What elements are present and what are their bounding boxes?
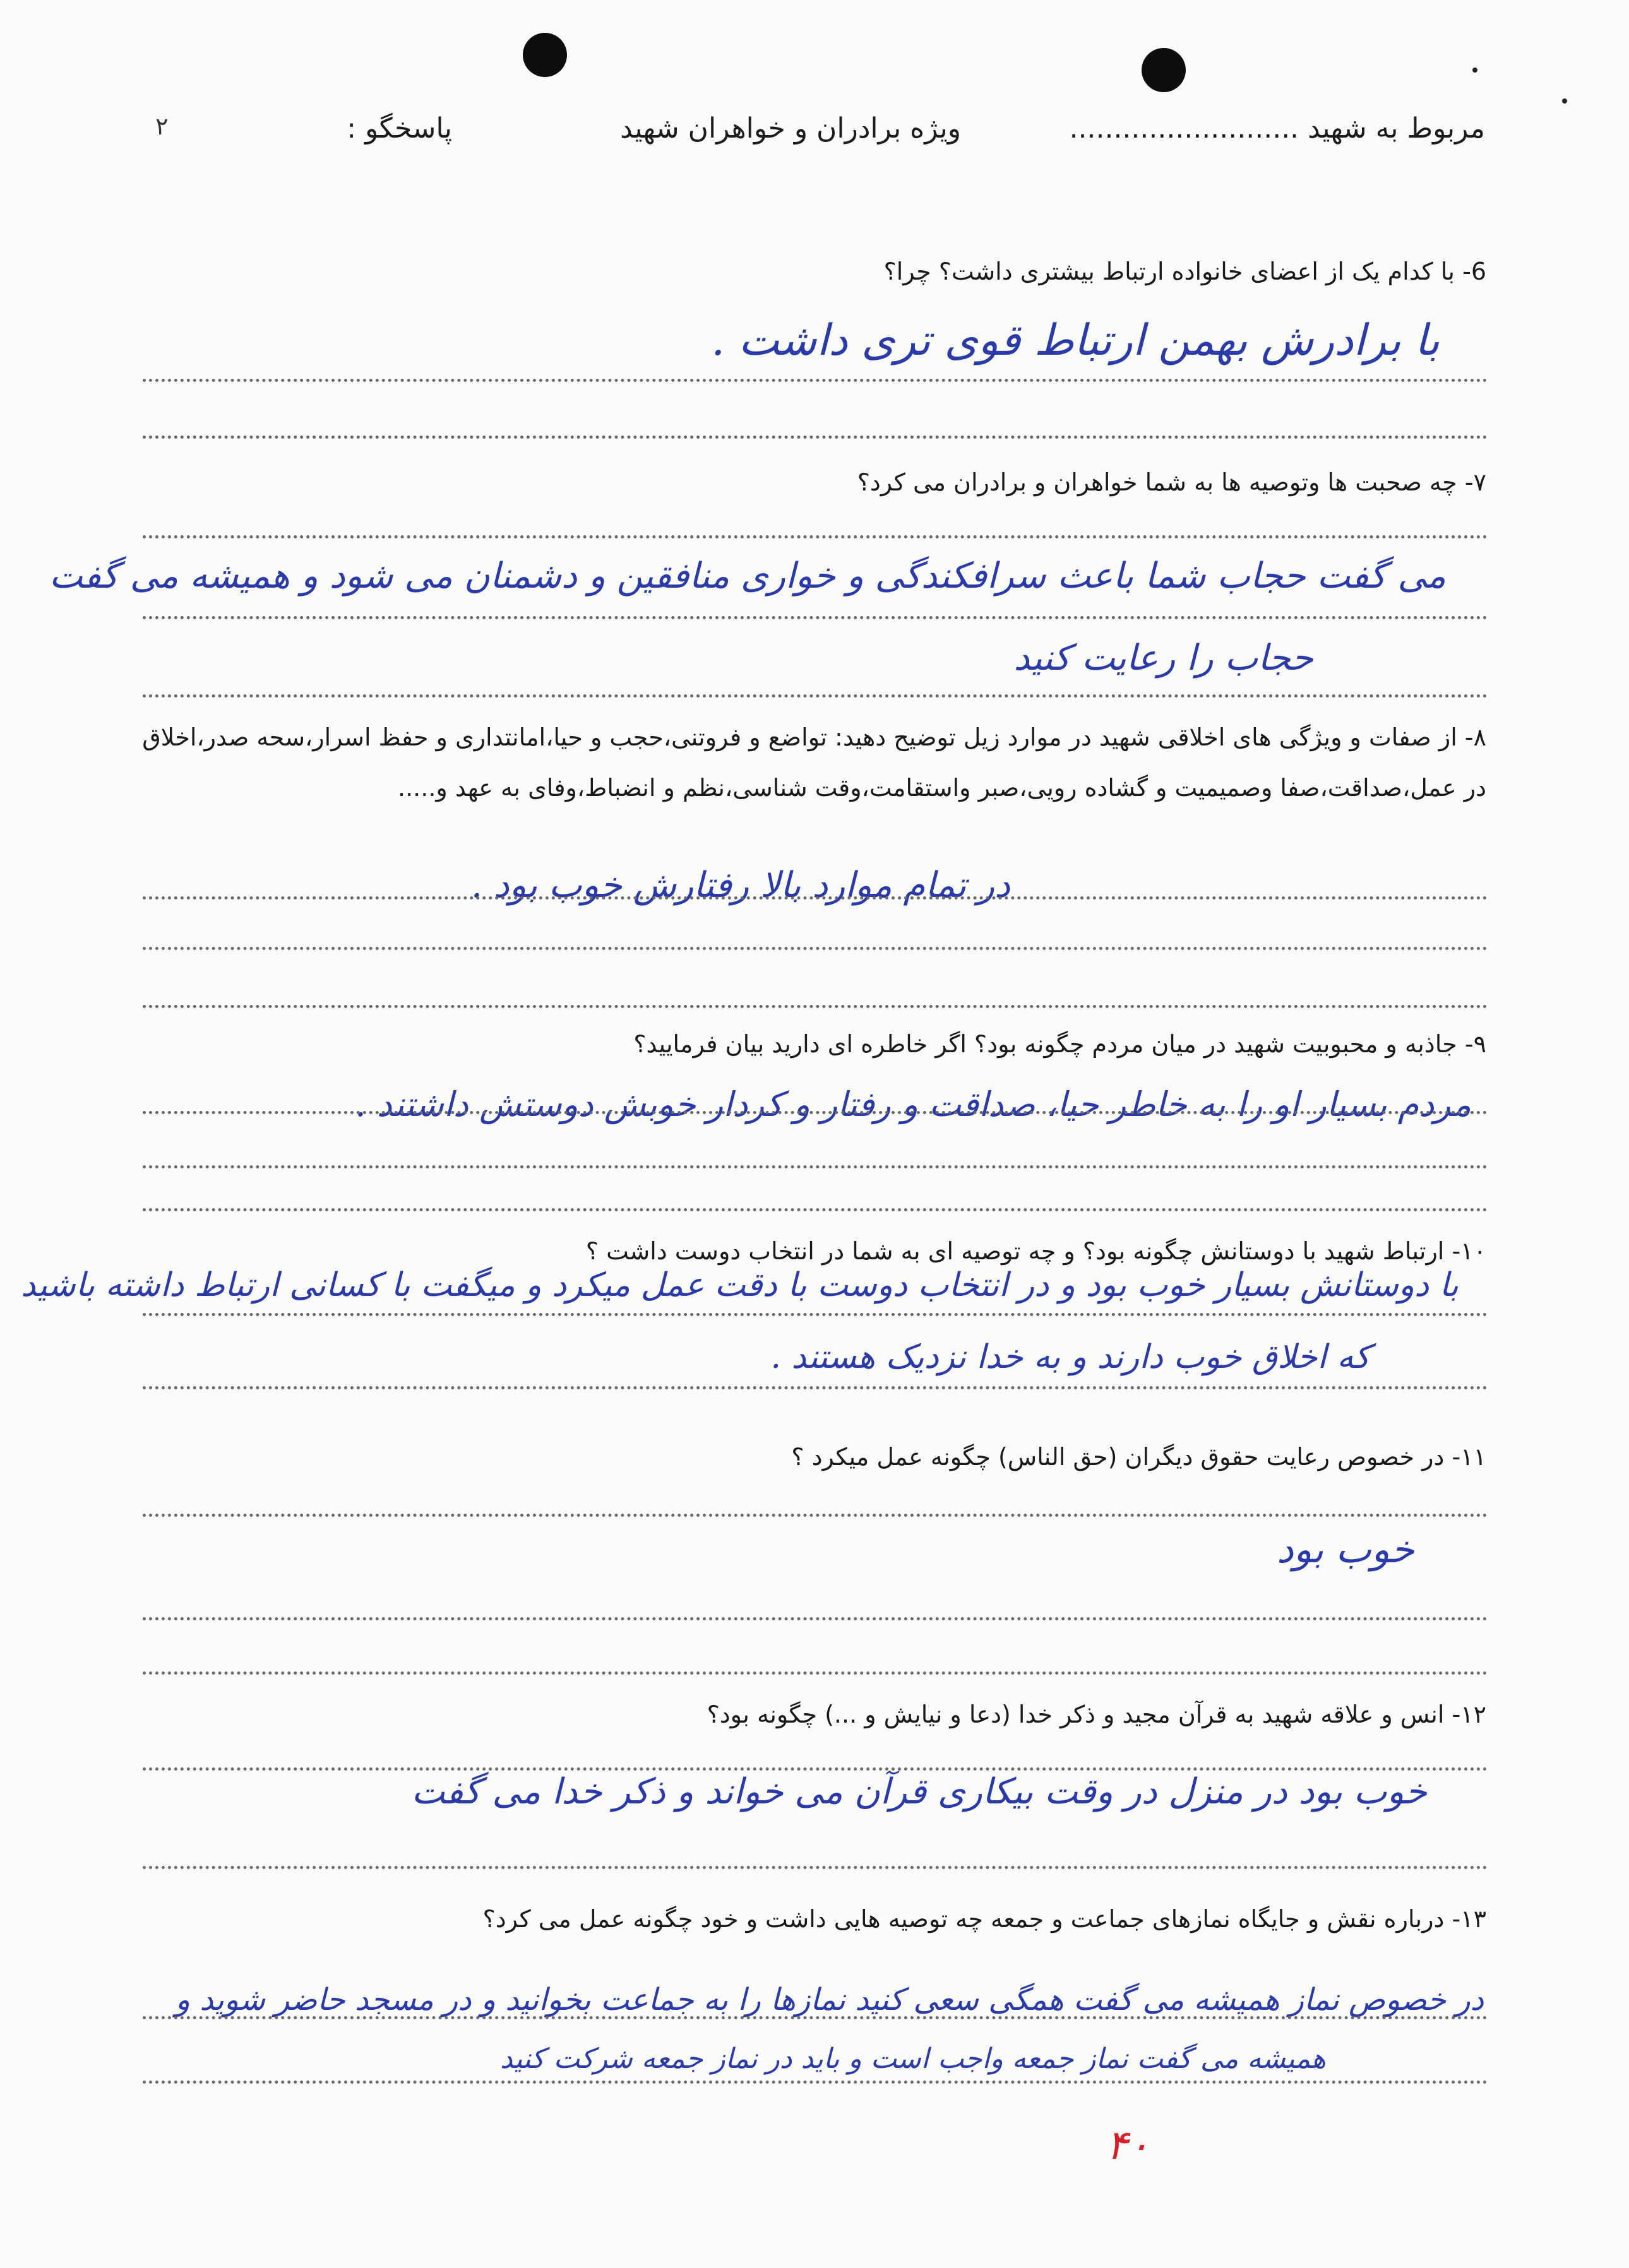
answer-line <box>143 2016 1488 2019</box>
question-10: ۱۰- ارتباط شهید با دوستانش چگونه بود؟ و چه توصیه ای به شما در انتخاب دوست داشت ؟ <box>585 1237 1486 1265</box>
answer-6-line-1: با برادرش بهمن ارتباط قوی تری داشت . <box>711 316 1440 365</box>
answer-line <box>143 1386 1488 1389</box>
answer-7-line-1: می گفت حجاب شما باعث سرافکندگی و خواری منافقین و دشمنان می شود و همیشه می گفت <box>49 555 1446 597</box>
answer-10-line-2: که اخلاق خوب دارند و به خدا نزدیک هستند . <box>770 1338 1370 1376</box>
question-12: ۱۲- انس و علاقه شهید به قرآن مجید و ذکر خدا (دعا و نیایش و ...) چگونه بود؟ <box>707 1701 1486 1728</box>
answer-12-line-1: خوب بود در منزل در وقت بیکاری قرآن می خواند و ذکر خدا می گفت <box>411 1771 1427 1812</box>
page-mark: ۴۰ <box>1106 2122 1150 2169</box>
punch-hole-left <box>523 33 567 77</box>
page-number: ۲ <box>155 112 169 140</box>
answer-line <box>143 1005 1488 1008</box>
answer-line <box>143 694 1488 698</box>
answer-line <box>143 535 1488 538</box>
answer-line <box>143 1165 1488 1168</box>
answer-line <box>143 1671 1488 1675</box>
answer-9-line-1: مردم بسیار او را به خاطر حیا، صداقت و رفتار و کردار خوبش دوستش داشتند . <box>355 1084 1471 1124</box>
question-11: ۱۱- در خصوص رعایت حقوق دیگران (حق الناس) چگونه عمل میکرد ؟ <box>791 1443 1486 1471</box>
question-7: ۷- چه صحبت ها وتوصیه ها به شما خواهران و برادران می کرد؟ <box>857 468 1486 496</box>
answer-7-line-2: حجاب را رعایت کنید <box>1013 638 1313 679</box>
answer-line <box>143 1617 1488 1620</box>
answer-line <box>143 1866 1488 1869</box>
question-13: ۱۳- درباره نقش و جایگاه نمازهای جماعت و جمعه چه توصیه هایی داشت و خود چگونه عمل می کرد؟ <box>482 1905 1486 1933</box>
answer-13-line-2: همیشه می گفت نماز جمعه واجب است و باید در نماز جمعه شرکت کنید <box>500 2043 1326 2075</box>
answer-line <box>143 379 1488 382</box>
header-category: ویژه برادران و خواهران شهید <box>620 112 961 145</box>
punch-hole-right <box>1142 48 1186 92</box>
question-6: 6- با کدام یک از اعضای خانواده ارتباط بیشتری داشت؟ چرا؟ <box>883 258 1486 285</box>
ink-speck <box>1562 98 1567 104</box>
question-8: ۸- از صفات و ویژگی های اخلاقی شهید در موارد زیل توضیح دهید: تواضع و فروتنی،حجب و حیا،امانتداری و حفظ اسرار،سحه صدر،اخلاق در عمل،صداقت،صفا وصمیمیت و گشاده رویی،صبر واستقامت،وقت شناسی،نظم و انضباط،وفای به عهد و..... <box>142 723 1486 802</box>
header-respondent: پاسخگو : <box>347 112 452 145</box>
answer-line <box>143 2081 1488 2084</box>
header-related: مربوط به شهید .......................... <box>1069 112 1485 145</box>
page-header <box>0 112 1629 169</box>
answer-line <box>143 1767 1488 1771</box>
answer-line <box>143 1208 1488 1211</box>
ink-speck <box>1472 68 1477 73</box>
answer-line <box>143 1514 1488 1517</box>
answer-11-line-1: خوب بود <box>1276 1528 1414 1572</box>
answer-line <box>143 1313 1488 1316</box>
answer-line <box>143 1111 1488 1114</box>
answer-8-line-1: در تمام موارد بالا رفتارش خوب بود . <box>470 865 1010 906</box>
question-9: ۹- جاذبه و محبوبیت شهید در میان مردم چگونه بود؟ اگر خاطره ای دارید بیان فرمایید؟ <box>633 1030 1486 1058</box>
answer-line <box>143 896 1488 899</box>
answer-10-line-1: با دوستانش بسیار خوب بود و در انتخاب دوست با دقت عمل میکرد و میگفت با کسانی ارتباط داشته باشید <box>21 1266 1459 1304</box>
answer-line <box>143 436 1488 439</box>
answer-line <box>143 616 1488 619</box>
answer-13-line-1: در خصوص نماز همیشه می گفت همگی سعی کنید نمازها را به جماعت بخوانید و در مسجد حاضر شوید و <box>175 1982 1484 2017</box>
answer-line <box>143 947 1488 950</box>
